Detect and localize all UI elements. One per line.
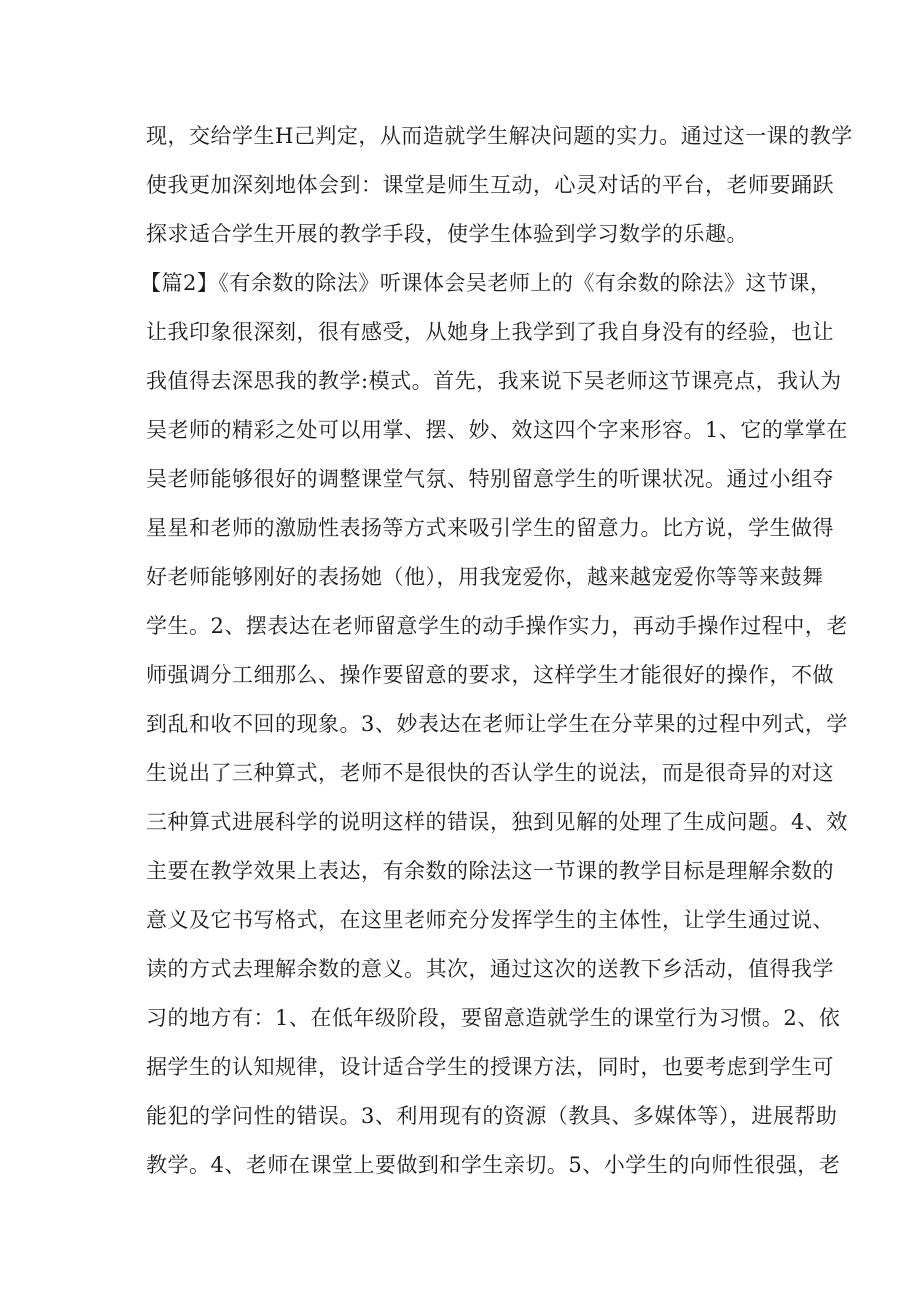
text-line: 探求适合学生开展的教学手段，使学生体验到学习数学的乐趣。 (146, 222, 748, 246)
text-line: 好老师能够刚好的表扬她（他），用我宠爱你，越来越宠爱你等等来鼓舞 (146, 565, 824, 589)
text-line: 学生。2、摆表达在老师留意学生的动手操作实力，再动手操作过程中，老 (146, 614, 848, 638)
text-line: 主要在教学效果上表达，有余数的除法这一节课的教学目标是理解余数的 (146, 859, 834, 883)
text-line: 吴老师的精彩之处可以用掌、摆、妙、效这四个字来形容。1、它的掌掌在 (146, 418, 848, 442)
text-line: 吴老师能够很好的调整课堂气氛、特别留意学生的听课状况。通过小组夺 (146, 467, 834, 491)
text-line: 我值得去深思我的教学:模式。首先，我来说下吴老师这节课亮点，我认为 (146, 369, 842, 393)
text-line: 教学。4、老师在课堂上要做到和学生亲切。5、小学生的向师性很强，老 (146, 1153, 841, 1177)
text-line: 让我印象很深刻，很有感受，从她身上我学到了我自身没有的经验，也让 (146, 320, 834, 344)
text-line: 星星和老师的激励性表扬等方式来吸引学生的留意力。比方说，学生做得 (146, 516, 834, 540)
text-line: 师强调分工细那么、操作要留意的要求，这样学生才能很好的操作，不做 (146, 663, 834, 687)
text-line: 能犯的学问性的错误。3、利用现有的资源（教具、多媒体等），进展帮助 (146, 1104, 838, 1128)
text-line: 意义及它书写格式，在这里老师充分发挥学生的主体性，让学生通过说、 (146, 908, 834, 932)
text-line: 习的地方有：1、在低年级阶段，要留意造就学生的课堂行为习惯。2、依 (146, 1006, 841, 1030)
text-line: 现，交给学生H己判定，从而造就学生解决问题的实力。通过这一课的教学 (146, 124, 853, 148)
text-line: 生说出了三种算式，老师不是很快的否认学生的说法，而是很奇异的对这 (146, 761, 834, 785)
text-line: 据学生的认知规律，设计适合学生的授课方法，同时，也要考虑到学生可 (146, 1055, 834, 1079)
text-line: 三种算式进展科学的说明这样的错误，独到见解的处理了生成问题。4、效 (146, 810, 848, 834)
section-heading-line: 【篇2】《有余数的除法》听课体会吴老师上的《有余数的除法》这节课， (140, 271, 832, 295)
text-line: 到乱和收不回的现象。3、妙表达在老师让学生在分苹果的过程中列式，学 (146, 712, 848, 736)
body-text (140, 112, 853, 1190)
text-line: 读的方式去理解余数的意义。其次，通过这次的送教下乡活动，值得我学 (146, 957, 834, 981)
text-line: 使我更加深刻地体会到：课堂是师生互动，心灵对话的平台，老师要踊跃 (146, 173, 834, 197)
